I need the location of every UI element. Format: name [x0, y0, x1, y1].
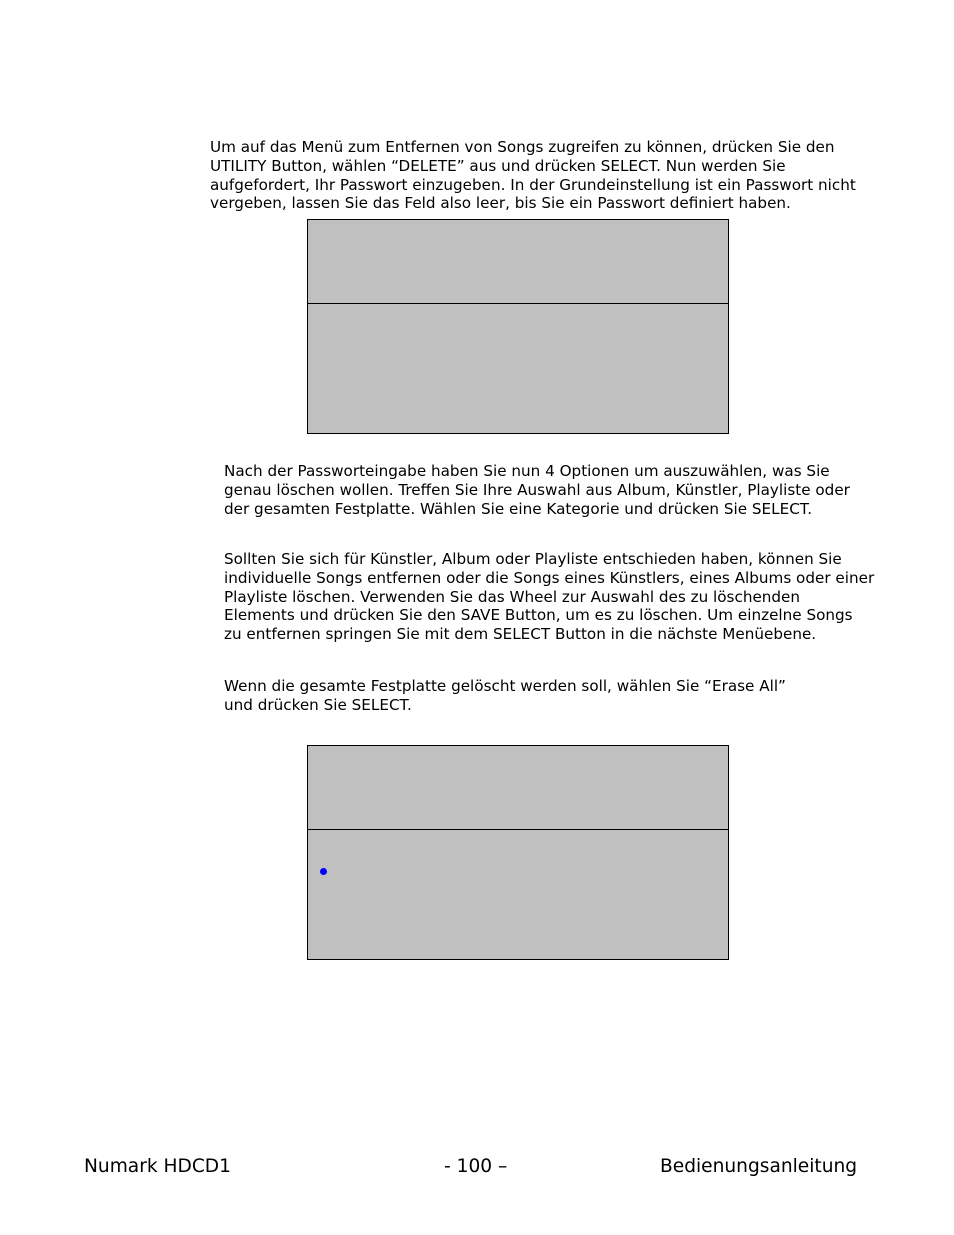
- text-line: Nach der Passworteingabe haben Sie nun 4 Optionen um auszuwählen, was Sie: [224, 462, 830, 480]
- text-line: aufgefordert, Ihr Passwort einzugeben. In der Grundeinstellung ist ein Passwort nicht: [210, 175, 856, 194]
- text-line: Elements und drücken Sie den SAVE Button, um es zu löschen. Um einzelne Songs: [224, 606, 853, 625]
- lcd-body-row: [308, 304, 728, 432]
- text-line: zu entfernen springen Sie mit dem SELECT Button in die nächste Menüebene.: [224, 625, 817, 644]
- text-line: Um auf das Menü zum Entfernen von Songs zugreifen zu können, drücken Sie den: [210, 138, 835, 156]
- individual-delete-paragraph: [224, 550, 874, 644]
- selection-bullet-icon: [320, 868, 327, 875]
- text-line: Playliste löschen. Verwenden Sie das Wheel zur Auswahl des zu löschenden: [224, 587, 801, 606]
- text-line: vergeben, lassen Sie das Feld also leer, bis Sie ein Passwort definiert haben.: [210, 194, 791, 213]
- text-line: UTILITY Button, wählen “DELETE” aus und drücken SELECT. Nun werden Sie: [210, 156, 786, 175]
- text-line: der gesamten Festplatte. Wählen Sie eine Kategorie und drücken Sie SELECT.: [224, 499, 813, 518]
- options-paragraph: [224, 462, 850, 518]
- lcd-header-row: [308, 220, 728, 304]
- intro-paragraph: [210, 138, 856, 213]
- footer-page-number: - 100 –: [444, 1156, 508, 1177]
- erase-all-paragraph: [224, 677, 786, 715]
- text-line: Wenn die gesamte Festplatte gelöscht werden soll, wählen Sie “Erase All”: [224, 677, 786, 695]
- text-line: individuelle Songs entfernen oder die Songs eines Künstlers, eines Albums oder einer: [224, 568, 875, 587]
- text-line: genau löschen wollen. Treffen Sie Ihre Auswahl aus Album, Künstler, Playliste oder: [224, 480, 850, 499]
- lcd-body-row: [308, 830, 728, 958]
- text-line: Sollten Sie sich für Künstler, Album oder Playliste entschieden haben, können Sie: [224, 550, 842, 568]
- footer-document-title: Bedienungsanleitung: [660, 1156, 858, 1177]
- text-line: und drücken Sie SELECT.: [224, 695, 412, 714]
- lcd-screen-password: [307, 219, 729, 434]
- lcd-header-row: [308, 746, 728, 830]
- footer-product-name: Numark HDCD1: [84, 1156, 231, 1177]
- lcd-screen-erase-all: [307, 745, 729, 960]
